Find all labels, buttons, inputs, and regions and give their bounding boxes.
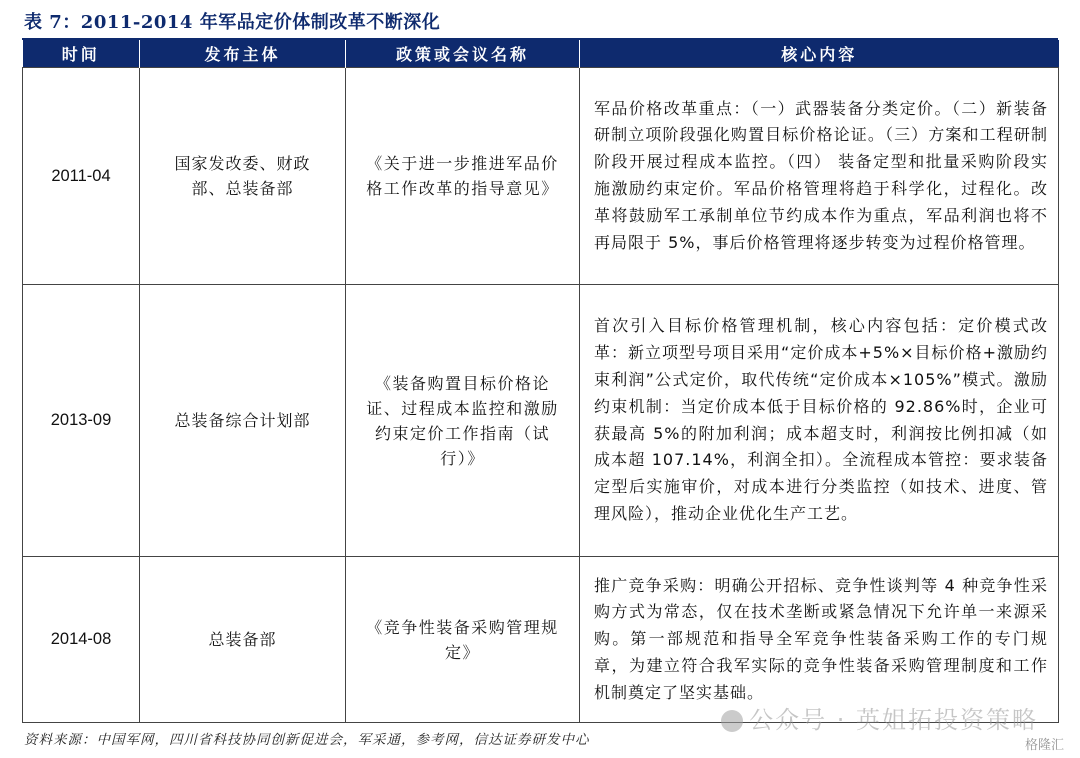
table-title: 表 7：2011-2014 年军品定价体制改革不断深化 (24, 12, 441, 33)
row-content: 推广竞争采购：明确公开招标、竞争性谈判等 4 种竞争性采购方式为常态，仅在技术垄断或紧急情况下允许单一来源采购。第一部规范和指导全军竞争性装备采购工作的专门规章，为建立符合我军实际的竞争性装备采购管理制度和工作机制奠定了坚实基础。 (580, 557, 1059, 723)
watermark (721, 700, 1038, 735)
row-date: 2011-04 (23, 68, 140, 285)
source-note: 资料来源：中国军网，四川省科技协同创新促进会，军采通，参考网，信达证券研发中心 (24, 732, 590, 748)
row-date: 2014-08 (23, 557, 140, 723)
header-row (23, 40, 1059, 68)
table-row (23, 285, 1059, 557)
row-issuer: 国家发改委、财政部、总装备部 (140, 68, 346, 285)
row-policy: 《关于进一步推进军品价格工作改革的指导意见》 (346, 68, 580, 285)
wechat-icon (721, 710, 743, 732)
row-policy: 《装备购置目标价格论证、过程成本监控和激励约束定价工作指南（试行）》 (346, 285, 580, 557)
table-row (23, 557, 1059, 723)
header-issuer: 发布主体 (140, 40, 346, 68)
row-issuer: 总装备部 (140, 557, 346, 723)
table-row (23, 68, 1059, 285)
policy-table (22, 40, 1059, 723)
row-content: 军品价格改革重点：（一）武器装备分类定价。（二）新装备研制立项阶段强化购置目标价格论证。（三）方案和工程研制阶段开展过程成本监控。（四） 装备定型和批量采购阶段实施激励约束定价。军品价格管理将趋于科学化，过程化。改革将鼓励军工承制单位节约成本作为重点，军品利润也将不再局限于 5%，事后价格管理将逐步转变为过程价格管理。 (580, 68, 1059, 285)
row-date: 2013-09 (23, 285, 140, 557)
brand-logo: 格隆汇 (1024, 738, 1064, 753)
watermark-text: 公众号 · 英姐拓投资策略 (749, 706, 1038, 734)
header-policy: 政策或会议名称 (346, 40, 580, 68)
header-content: 核心内容 (580, 40, 1059, 68)
row-policy: 《竞争性装备采购管理规定》 (346, 557, 580, 723)
row-content: 首次引入目标价格管理机制，核心内容包括：定价模式改革：新立项型号项目采用“定价成本+5%×目标价格+激励约束利润”公式定价，取代传统“定价成本×105%”模式。激励约束机制：当定价成本低于目标价格的 92.86%时，企业可获最高 5%的附加利润；成本超支时，利润按比例扣减（如成本超 107.14%，利润全扣）。全流程成本管控：要求装备定型后实施审价，对成本进行分类监控（如技术、进度、管理风险），推动企业优化生产工艺。 (580, 285, 1059, 557)
row-issuer: 总装备综合计划部 (140, 285, 346, 557)
header-time: 时间 (23, 40, 140, 68)
